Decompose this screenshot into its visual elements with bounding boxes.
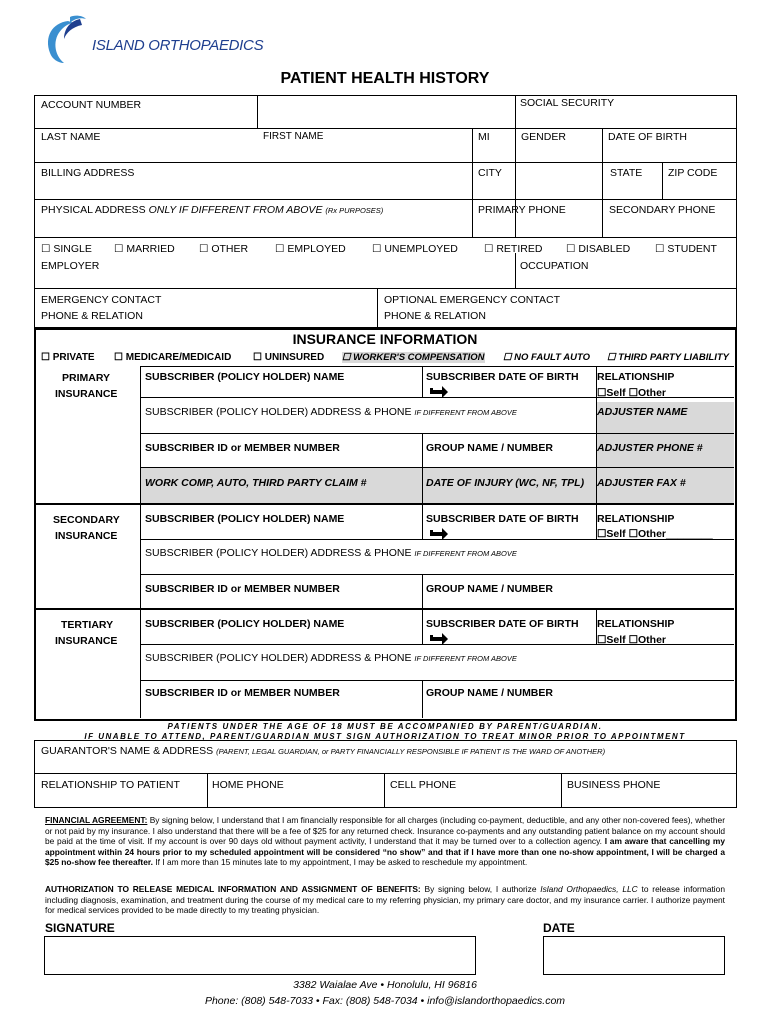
secondary-address-text: SUBSCRIBER (POLICY HOLDER) ADDRESS & PHONE [145,547,412,559]
insurance-type-option[interactable]: ☐ THIRD PARTY LIABILITY [607,352,729,363]
authorization [45,884,725,916]
financial-heading: FINANCIAL AGREEMENT: [45,815,148,825]
optional-emergency-phone-label: PHONE & RELATION [384,310,486,322]
primary-address-text: SUBSCRIBER (POLICY HOLDER) ADDRESS & PHONE [145,406,412,418]
zip-label: ZIP CODE [668,167,718,179]
status-option[interactable]: ☐ UNEMPLOYED [372,243,458,255]
physical-address-label [41,204,383,216]
secondary-group-name: GROUP NAME / NUMBER [426,583,553,595]
financial-text-1: By signing below, I understand that I am financially responsible for all charges (including co-payment, deductible, and any other non-covered fees), whether or not paid by my insurance. I also understand that there will be a fee of $25 for any returned check. Insurance co-payments and any outstanding patient balance on my account should be paid at the time of visit. If my account is over 90 days old without payment activity, I understand that it may be turned over to a collection agency. [45,815,725,847]
arrow-right-icon [428,633,450,647]
primary-subscriber-dob: SUBSCRIBER DATE OF BIRTH [426,371,579,383]
secondary-subscriber-name: SUBSCRIBER (POLICY HOLDER) NAME [145,513,345,525]
secondary-insurance-label-2: INSURANCE [55,530,118,542]
tertiary-subscriber-id: SUBSCRIBER ID or MEMBER NUMBER [145,687,340,699]
primary-subscriber-address [145,406,517,418]
date-of-injury-label: DATE OF INJURY (WC, NF, TPL) [426,477,585,489]
secondary-relationship: RELATIONSHIP [597,513,675,525]
adjuster-fax-label: ADJUSTER FAX # [597,477,686,489]
primary-insurance-label-2: INSURANCE [55,388,118,400]
status-option[interactable]: ☐ EMPLOYED [275,243,346,255]
secondary-subscriber-dob: SUBSCRIBER DATE OF BIRTH [426,513,579,525]
physical-address-note: ONLY IF DIFFERENT FROM ABOVE [148,204,323,216]
cell-phone-label: CELL PHONE [390,779,457,791]
dob-label: DATE OF BIRTH [608,131,687,143]
insurance-type-option[interactable]: ☐ WORKER'S COMPENSATION [342,352,485,363]
tertiary-subscriber-name: SUBSCRIBER (POLICY HOLDER) NAME [145,618,345,630]
claim-number-label: WORK COMP, AUTO, THIRD PARTY CLAIM # [145,477,367,489]
optional-emergency-contact-label: OPTIONAL EMERGENCY CONTACT [384,294,560,306]
secondary-insurance-label: SECONDARY [53,514,120,526]
physical-address-rx: (Rx PURPOSES) [325,206,384,215]
status-option[interactable]: ☐ DISABLED [566,243,631,255]
secondary-phone-label: SECONDARY PHONE [609,204,716,216]
primary-subscriber-id: SUBSCRIBER ID or MEMBER NUMBER [145,442,340,454]
status-option[interactable]: ☐ SINGLE [41,243,92,255]
physical-address-text: PHYSICAL ADDRESS [41,204,146,216]
insurance-type-option[interactable]: ☐ MEDICARE/MEDICAID [114,352,232,363]
tertiary-subscriber-address [145,652,517,664]
tertiary-self-other: ☐Self ☐Other________ [597,634,713,646]
date-label: DATE [543,921,575,935]
insurance-type-option[interactable]: ☐ NO FAULT AUTO [503,352,590,363]
tertiary-if-different: IF DIFFERENT FROM ABOVE [414,654,517,663]
insurance-type-option[interactable]: ☐ UNINSURED [253,352,325,363]
footer-contact: Phone: (808) 548-7033 • Fax: (808) 548-7034 • info@islandorthopaedics.com [204,995,566,1007]
secondary-subscriber-address [145,547,517,559]
status-option[interactable]: ☐ STUDENT [655,243,717,255]
auth-heading: AUTHORIZATION TO RELEASE MEDICAL INFORMATION AND ASSIGNMENT OF BENEFITS: [45,884,421,894]
primary-phone-label: PRIMARY PHONE [478,204,566,216]
adjuster-name-label: ADJUSTER NAME [597,406,688,418]
insurance-title: INSURANCE INFORMATION [292,331,478,347]
date-field[interactable] [543,936,725,975]
primary-insurance-label: PRIMARY [62,372,111,384]
page-title: PATIENT HEALTH HISTORY [280,70,490,87]
city-label: CITY [478,167,502,179]
social-security-label: SOCIAL SECURITY [520,97,615,109]
status-option[interactable]: ☐ MARRIED [114,243,175,255]
logo-swoosh-icon [40,15,100,65]
minor-notice-1: PATIENTS UNDER THE AGE OF 18 MUST BE ACCOMPANIED BY PARENT/GUARDIAN. [167,722,603,731]
primary-self-other: ☐Self ☐Other________ [597,387,713,399]
last-name-label: LAST NAME [41,131,101,143]
emergency-phone-label: PHONE & RELATION [41,310,143,322]
billing-address-label: BILLING ADDRESS [41,167,135,179]
tertiary-insurance-label-2: INSURANCE [55,635,118,647]
logo-text: ISLAND ORTHOPAEDICS [92,37,264,54]
financial-text-2: If I am more than 15 minutes late to my appointment, I may be asked to reschedule my appointment. [152,857,528,868]
status-option[interactable]: ☐ RETIRED [484,243,543,255]
tertiary-address-text: SUBSCRIBER (POLICY HOLDER) ADDRESS & PHONE [145,652,412,664]
status-option[interactable]: ☐ OTHER [199,243,249,255]
signature-label: SIGNATURE [45,921,115,935]
guarantor-label [41,745,605,757]
account-number-label: ACCOUNT NUMBER [41,99,142,111]
tertiary-insurance-label: TERTIARY [61,619,114,631]
auth-text-1: By signing below, I authorize [420,884,541,894]
financial-agreement [45,815,725,868]
signature-field[interactable] [44,936,476,975]
mi-label: MI [478,131,490,143]
auth-company: Island Orthopaedics, LLC [540,884,638,894]
financial-bold: I am aware that cancelling my appointment within 24 hours prior to my scheduled appointment will be considered “no show” and that if I have more than one no-show appointment, I will be charged a $25 no-show fee thereafter. [45,836,726,868]
tertiary-group-name: GROUP NAME / NUMBER [426,687,553,699]
relationship-to-patient-label: RELATIONSHIP TO PATIENT [41,779,180,791]
state-label: STATE [610,167,643,179]
gender-label: GENDER [521,131,566,143]
secondary-if-different: IF DIFFERENT FROM ABOVE [414,549,517,558]
primary-relationship: RELATIONSHIP [597,371,675,383]
secondary-self-other: ☐Self ☐Other________ [597,528,713,540]
footer-address: 3382 Waialae Ave • Honolulu, HI 96816 [293,979,477,991]
employer-label: EMPLOYER [41,260,100,272]
arrow-right-icon [428,386,450,400]
primary-group-name: GROUP NAME / NUMBER [426,442,553,454]
tertiary-subscriber-dob: SUBSCRIBER DATE OF BIRTH [426,618,579,630]
home-phone-label: HOME PHONE [212,779,284,791]
logo [40,15,270,65]
occupation-label: OCCUPATION [520,260,589,272]
adjuster-phone-label: ADJUSTER PHONE # [597,442,703,454]
first-name-label: FIRST NAME [263,131,324,142]
insurance-type-option[interactable]: ☐ PRIVATE [41,352,95,363]
auth-text-2: to release information including diagnosis, examination, and treatment during the course of my medical care to my referring physician, my primary care doctor, and my insurance carrier. I authorize payment for medical services provided to be made directly to my treating physician. [45,884,725,916]
secondary-subscriber-id: SUBSCRIBER ID or MEMBER NUMBER [145,583,340,595]
minor-notice-2: IF UNABLE TO ATTEND, PARENT/GUARDIAN MUST SIGN AUTHORIZATION TO TREAT MINOR PRIOR TO APPOINTMENT [84,732,686,741]
business-phone-label: BUSINESS PHONE [567,779,661,791]
primary-subscriber-name: SUBSCRIBER (POLICY HOLDER) NAME [145,371,345,383]
arrow-right-icon [428,528,450,542]
guarantor-note: (PARENT, LEGAL GUARDIAN, or PARTY FINANCIALLY RESPONSIBLE IF PATIENT IS THE WARD OF ANOTHER) [216,747,606,756]
guarantor-text: GUARANTOR'S NAME & ADDRESS [41,745,214,757]
tertiary-relationship: RELATIONSHIP [597,618,675,630]
primary-if-different: IF DIFFERENT FROM ABOVE [414,408,517,417]
emergency-contact-label: EMERGENCY CONTACT [41,294,162,306]
